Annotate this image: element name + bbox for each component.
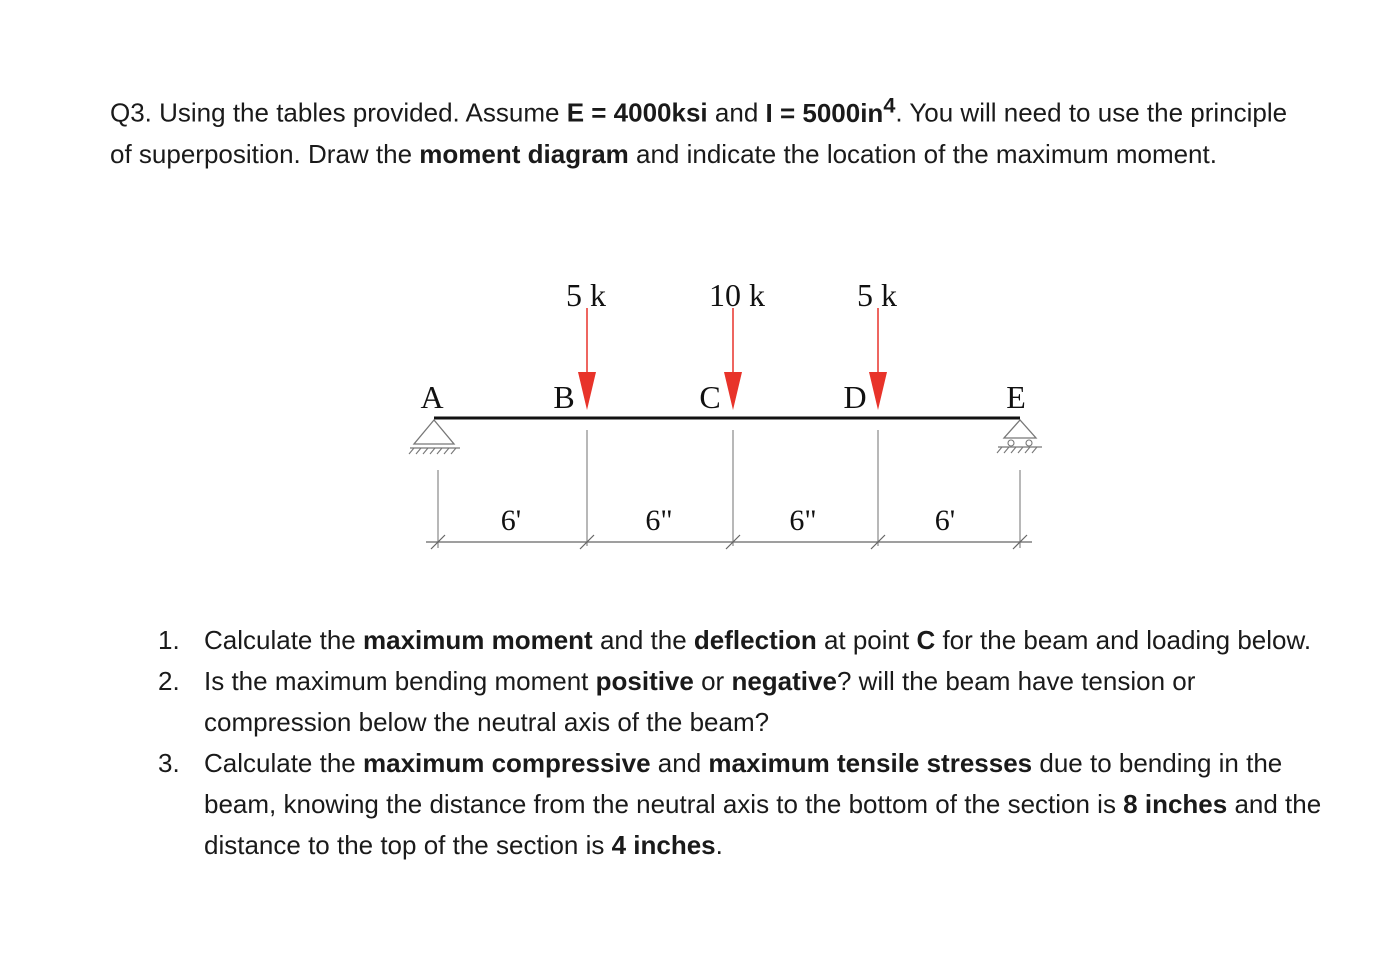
q3-text-4: and the distance to the top of the section is (204, 789, 1322, 860)
load-label-b: 5 k (566, 277, 606, 313)
prompt-text-3: . You will need to use the principle of superposition. Draw the (110, 97, 1288, 169)
q1-text-2: and the (592, 625, 694, 655)
q1-bold-1: maximum moment (362, 625, 593, 655)
q1-text-4: for the beam and loading below. (935, 625, 1312, 655)
dimension-line (426, 535, 1032, 549)
q3-text-5: . (715, 830, 723, 860)
q3-bold-1: maximum compressive (362, 748, 651, 778)
prompt-text-4: and indicate the location of the maximum moment. (628, 138, 1217, 169)
point-label-c: C (699, 379, 721, 415)
elastic-modulus: E = 4000ksi (566, 97, 708, 128)
q1-bold-2: deflection (693, 625, 817, 655)
span-label-cd: 6" (789, 504, 817, 537)
point-label-b: B (553, 379, 575, 415)
inertia-value: I = 5000in (765, 97, 884, 128)
prompt-text-2: and (707, 97, 766, 128)
point-label-a: A (420, 379, 444, 415)
question-number-2: 2. (158, 666, 180, 696)
span-label-de: 6' (934, 504, 956, 537)
load-label-c: 10 k (709, 277, 765, 313)
q1-bold-3: C (916, 625, 936, 655)
point-label-e: E (1006, 379, 1026, 415)
pin-support-icon (409, 420, 460, 454)
load-arrow-c (724, 308, 742, 410)
question-prompt (110, 84, 1300, 175)
q2-bold-2: negative (731, 666, 837, 696)
question-item-1 (158, 620, 1338, 661)
load-label-d: 5 k (857, 277, 897, 313)
q2-text-3: ? will the beam have tension or compression below the neutral axis of the beam? (204, 666, 1196, 737)
moment-of-inertia (765, 92, 896, 128)
question-item-3 (158, 743, 1338, 866)
q3-bold-4: 4 inches (611, 830, 716, 860)
question-number-3: 3. (158, 748, 180, 778)
moment-diagram-term: moment diagram (419, 138, 629, 169)
question-list (158, 620, 1338, 866)
question-item-2 (158, 661, 1338, 743)
q3-text-3: due to bending in the beam, knowing the distance from the neutral axis to the bottom of the section is (204, 748, 1283, 819)
load-arrow-b (578, 308, 596, 410)
load-arrow-d (869, 308, 887, 410)
beam-diagram (400, 270, 1060, 570)
inertia-exponent: 4 (883, 92, 896, 117)
q1-text-1: Calculate the (204, 625, 363, 655)
span-label-ab: 6' (500, 504, 522, 537)
roller-support-icon (997, 420, 1042, 453)
q2-text-1: Is the maximum bending moment (204, 666, 596, 696)
q3-bold-3: 8 inches (1123, 789, 1228, 819)
q3-text-1: Calculate the (204, 748, 363, 778)
prompt-text-1: Q3. Using the tables provided. Assume (110, 97, 567, 128)
q2-text-2: or (693, 666, 732, 696)
q1-text-3: at point (816, 625, 917, 655)
q2-bold-1: positive (595, 666, 694, 696)
q3-bold-2: maximum tensile stresses (708, 748, 1033, 778)
span-label-bc: 6" (645, 504, 673, 537)
point-label-d: D (843, 379, 867, 415)
extension-lines (438, 430, 1020, 548)
q3-text-2: and (650, 748, 709, 778)
question-number-1: 1. (158, 625, 180, 655)
